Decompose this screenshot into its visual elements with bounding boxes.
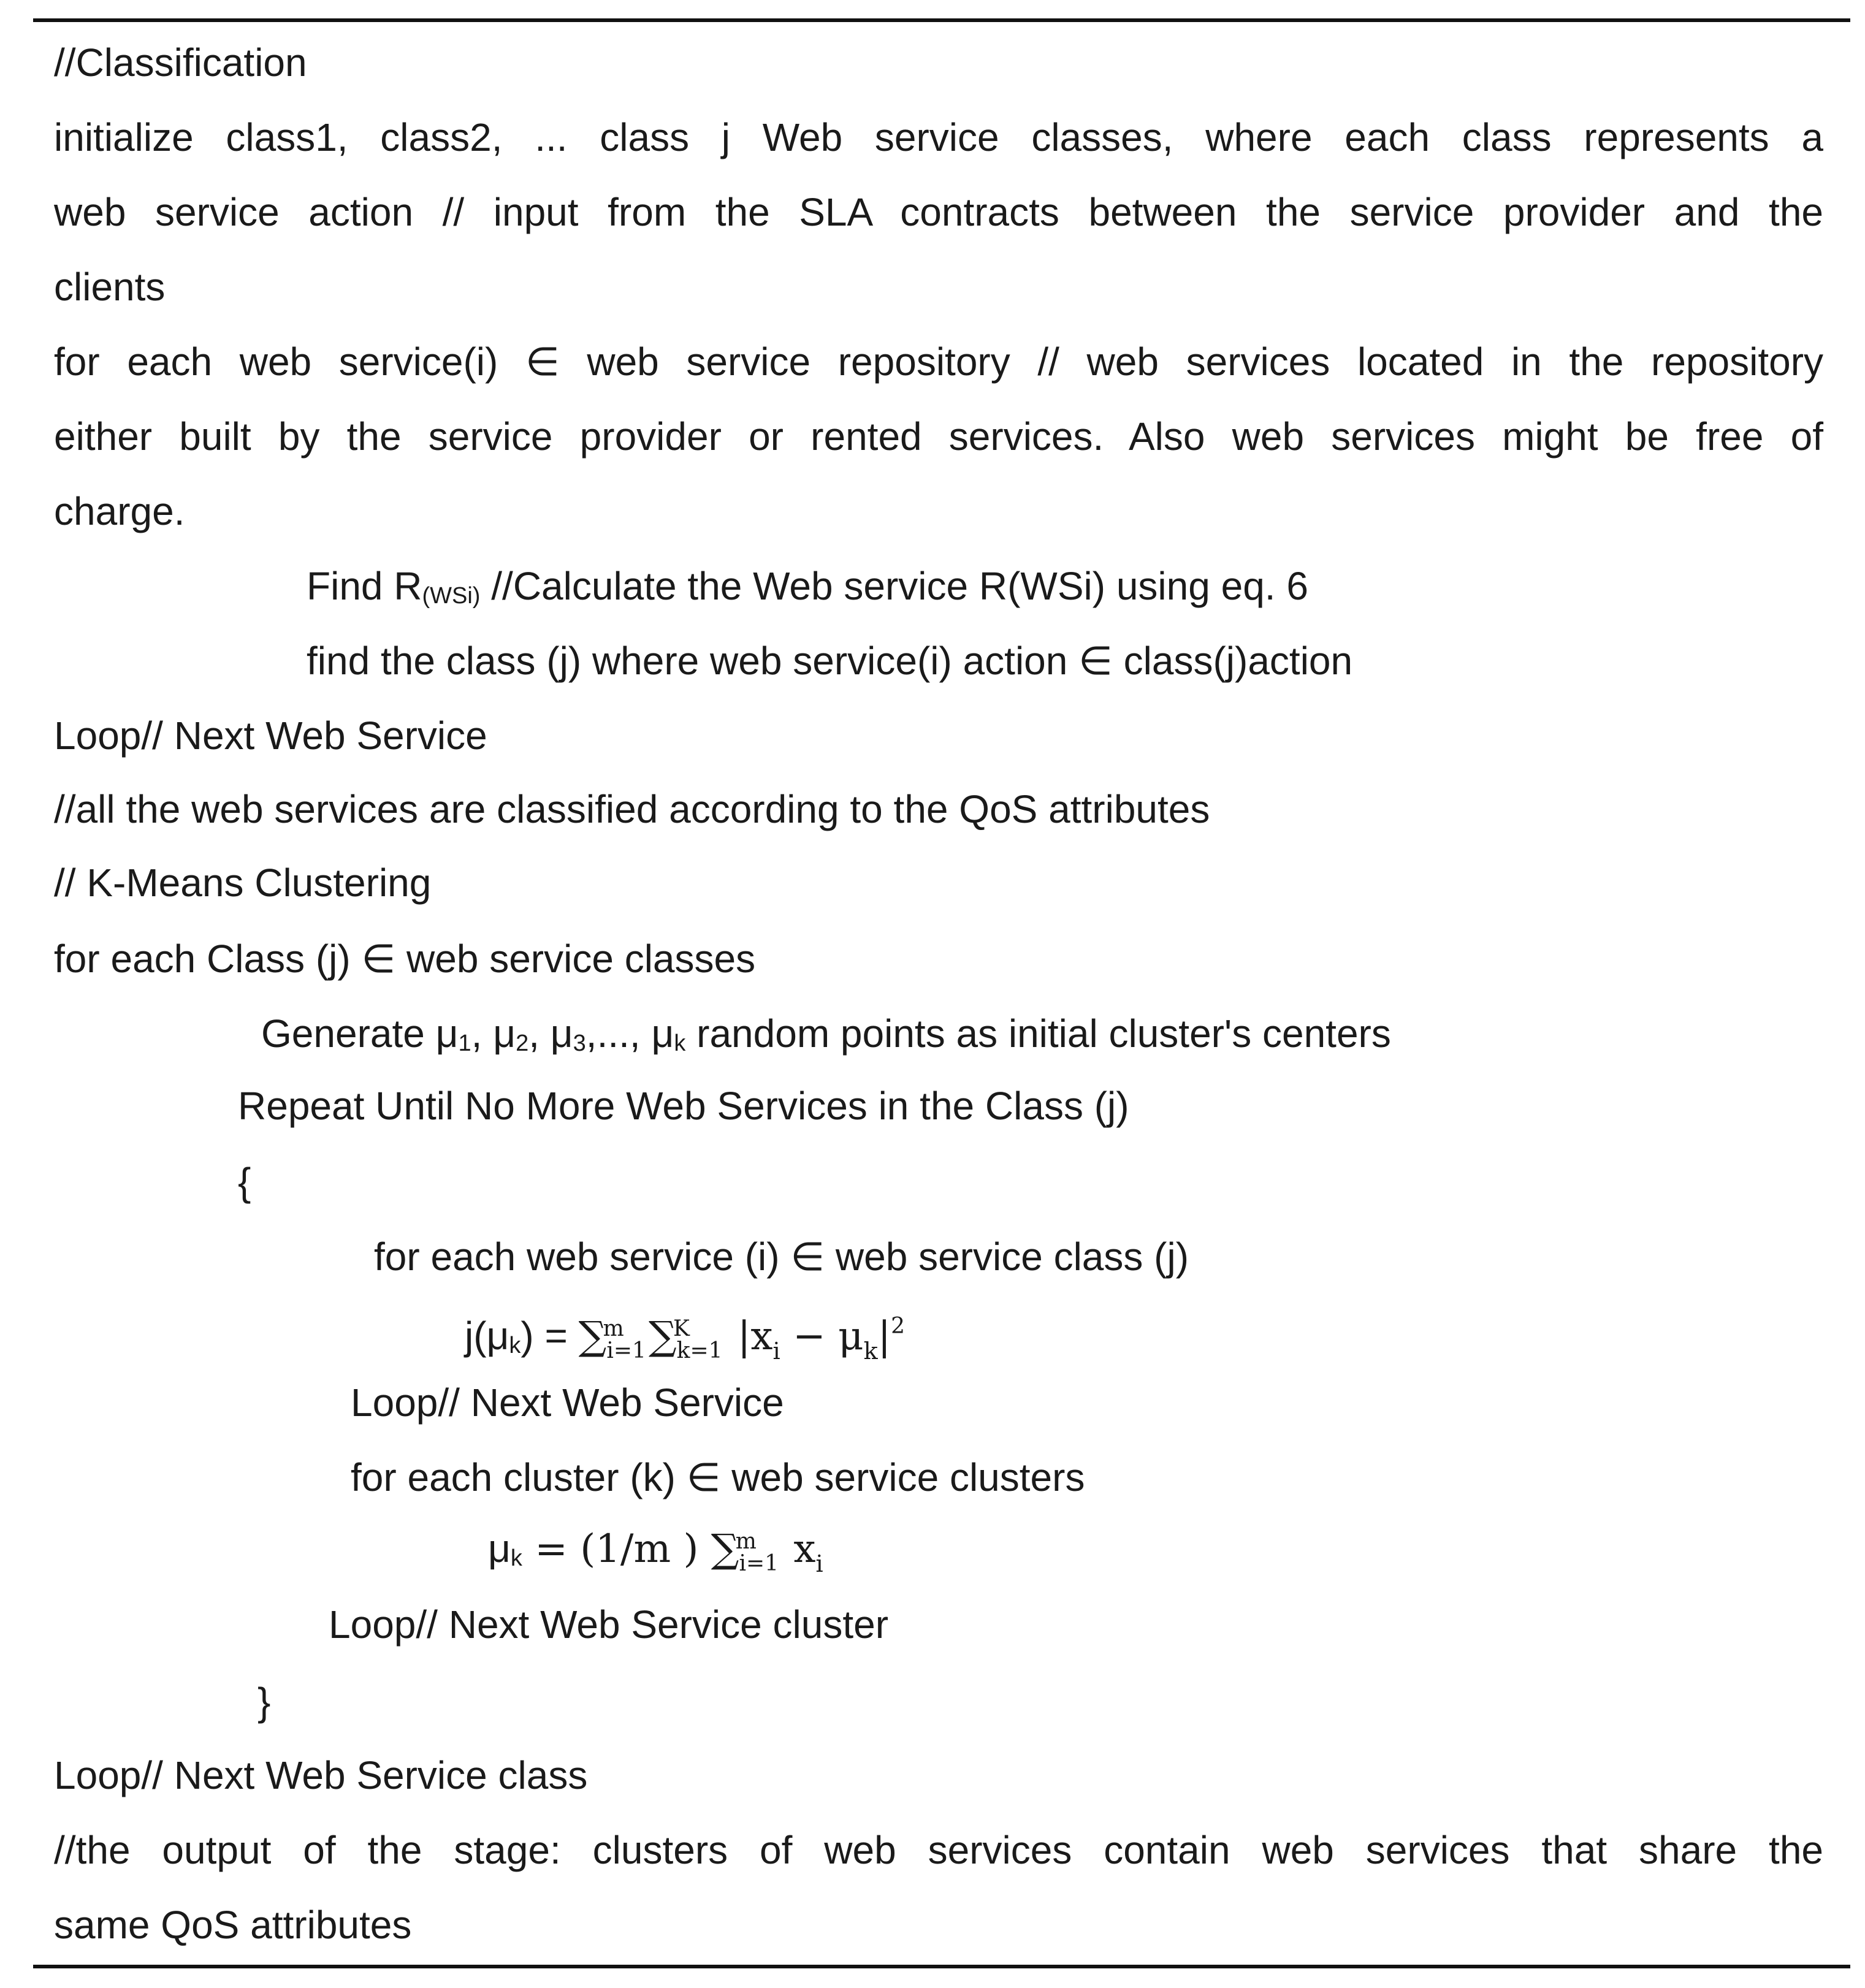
init-classes-line-2: web service action // input from the SLA contracts between the service provider and the bbox=[54, 190, 1823, 234]
init-classes-line-1: initialize class1, class2, ... class j Web service classes, where each class represents a bbox=[54, 115, 1823, 159]
for-each-service-line-2: either built by the service provider or rented services. Also web services might be free of bbox=[54, 414, 1823, 459]
for-each-cluster-line: for each cluster (k) ∈ web service clusters bbox=[351, 1455, 1085, 1499]
sum-i-upper: m bbox=[603, 1316, 624, 1341]
comment-classification: //Classification bbox=[54, 40, 307, 85]
centroid-sum-lower: i=1 bbox=[739, 1551, 779, 1576]
comment-output-line-2: same QoS attributes bbox=[54, 1903, 412, 1947]
loop-next-cluster: Loop// Next Web Service cluster bbox=[329, 1602, 888, 1647]
close-brace: } bbox=[257, 1680, 271, 1724]
for-each-service-line-1: for each web service(i) ∈ web service repository // web services located in the repository bbox=[54, 340, 1823, 384]
generate-text-2: , μ bbox=[471, 1011, 516, 1056]
loop-next-web-service-1: Loop// Next Web Service bbox=[54, 714, 487, 758]
find-r-wsi-line bbox=[307, 562, 1308, 620]
sum-over-i: ∑ m $_{i=1}$ bbox=[579, 1312, 646, 1376]
find-r-subscript: (WSi) bbox=[422, 583, 481, 609]
formula-power: 2 bbox=[891, 1314, 906, 1339]
generate-text-3: , μ bbox=[528, 1011, 573, 1056]
for-each-class-line: for each Class (j) ∈ web service classes bbox=[54, 937, 756, 981]
find-r-text: Find R bbox=[307, 564, 422, 608]
mu-sub-3: 3 bbox=[573, 1030, 586, 1056]
generate-centers-line bbox=[261, 1009, 1391, 1068]
centroid-sum: ∑ m $_{i=1}$ bbox=[711, 1525, 779, 1588]
for-each-service-in-class-line: for each web service (i) ∈ web service class (j) bbox=[374, 1235, 1189, 1279]
objective-function-formula bbox=[465, 1302, 905, 1376]
sum-k-lower: k=1 bbox=[676, 1338, 723, 1363]
centroid-update-formula bbox=[488, 1524, 823, 1588]
top-rule bbox=[33, 18, 1850, 22]
repeat-until-line: Repeat Until No More Web Services in the Class (j) bbox=[238, 1084, 1129, 1128]
centroid-body: x bbox=[781, 1526, 816, 1572]
for-each-service-line-3: charge. bbox=[54, 489, 185, 533]
loop-next-web-service-2: Loop// Next Web Service bbox=[351, 1381, 784, 1425]
formula-body-b: − μ bbox=[780, 1314, 864, 1359]
formula-mu-sub: k bbox=[863, 1338, 878, 1365]
centroid-body-sub: i bbox=[815, 1550, 823, 1577]
sum-k-upper: K bbox=[673, 1316, 690, 1341]
init-classes-line-3: clients bbox=[54, 265, 166, 309]
find-class-line: find the class (j) where web service(i) action ∈ class(j)action bbox=[307, 639, 1353, 683]
centroid-lhs: μ bbox=[488, 1526, 511, 1571]
formula-equals: ) = bbox=[521, 1314, 579, 1358]
formula-x-sub: i bbox=[772, 1338, 780, 1365]
centroid-equals: = (1/m ) bbox=[522, 1526, 711, 1572]
loop-next-class: Loop// Next Web Service class bbox=[54, 1753, 588, 1797]
sum-over-k: ∑ K $_{k=1}$ bbox=[649, 1312, 723, 1376]
generate-text-1: Generate μ bbox=[261, 1011, 459, 1056]
sum-i-lower: i=1 bbox=[606, 1338, 646, 1363]
centroid-lhs-sub: k bbox=[510, 1545, 522, 1571]
mu-sub-1: 1 bbox=[458, 1030, 471, 1056]
formula-body-a: |x bbox=[725, 1314, 773, 1359]
formula-lhs: j(μ bbox=[465, 1314, 509, 1358]
generate-text-4: ,..., μ bbox=[585, 1011, 674, 1056]
formula-lhs-sub: k bbox=[509, 1333, 521, 1358]
find-r-comment: //Calculate the Web service R(WSi) using eq. 6 bbox=[480, 564, 1308, 608]
formula-body-c: | bbox=[877, 1314, 891, 1359]
comment-output-line-1: //the output of the stage: clusters of web services contain web services that share the bbox=[54, 1828, 1823, 1872]
bottom-rule bbox=[33, 1965, 1850, 1968]
mu-sub-k: k bbox=[674, 1030, 686, 1056]
mu-sub-2: 2 bbox=[516, 1030, 529, 1056]
generate-text-5: random points as initial cluster's centers bbox=[685, 1011, 1391, 1056]
centroid-sum-upper: m bbox=[735, 1529, 757, 1554]
open-brace: { bbox=[238, 1160, 251, 1204]
comment-classified: //all the web services are classified according to the QoS attributes bbox=[54, 787, 1210, 831]
comment-kmeans: // K-Means Clustering bbox=[54, 861, 432, 905]
